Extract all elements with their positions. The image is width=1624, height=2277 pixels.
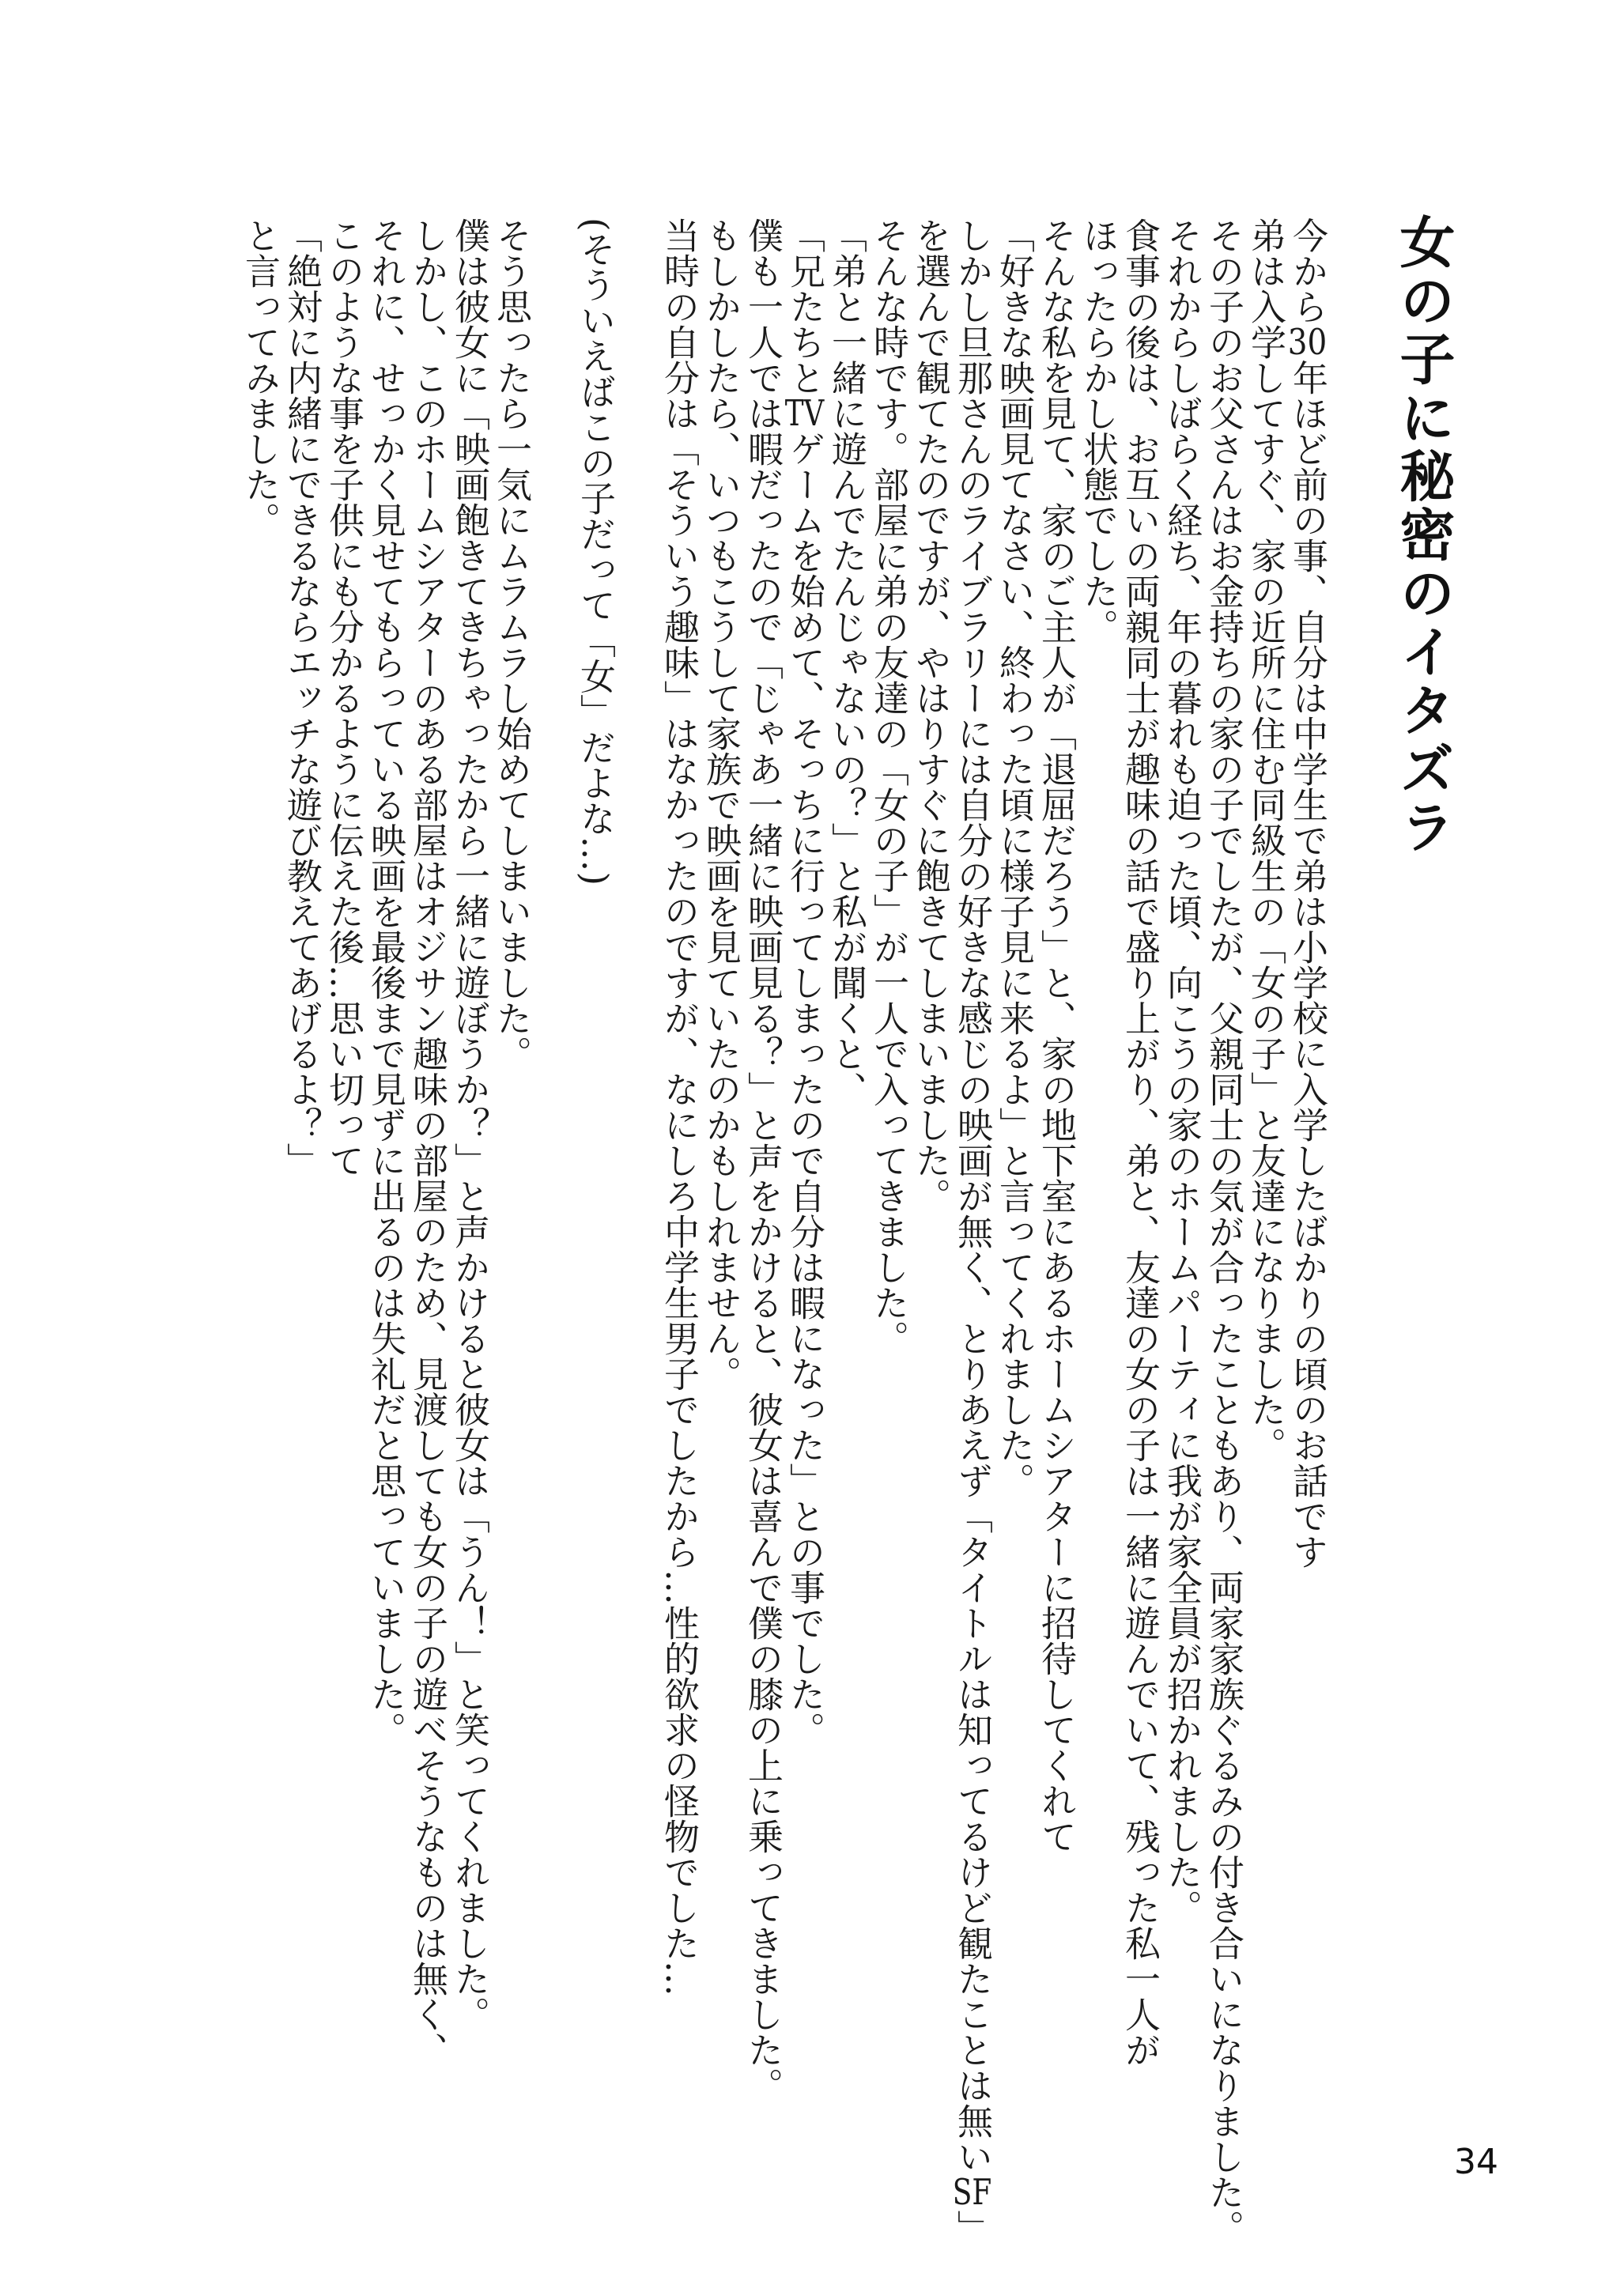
blank-line [532,217,574,2052]
text-line: そんな時です。部屋に弟の友達の「女の子」が一人で入ってきました。 [867,217,909,1356]
page-number: 34 [1454,2142,1498,2182]
text-line: 「兄たちとTVゲームを始めて、そっちに行ってしまったので自分は暇になった」との事でした。 [784,217,825,1747]
text-line: このような事を子供にも分かるように伝えた後…思い切って [323,217,364,1178]
text-line: を選んで観てたのですが、やはりすぐに飽きてしまいました。 [909,217,951,1214]
text-line: しかし旦那さんのライブラリーには自分の好きな感じの映画が無く、とりあえず「タイトルは知ってるけど観たことは無いSF」 [951,217,993,2245]
page-title: 女の子に秘密のイタズラ [1391,213,1456,857]
text-line: 僕は彼女に「映画飽きてきちゃったから一緒に遊ぼうか？」と声かけると彼女は「うん！」と笑ってくれました。 [448,217,490,2032]
text-line: それに、せっかく見せてもらっている映画を最後まで見ずに出るのは失礼だと思っていました。 [364,217,406,1747]
text-line: 「好きな映画見てなさい、終わった頃に様子見に来るよ」と言ってくれました。 [993,217,1035,1498]
text-line: それからしばらく経ち、年の暮れも迫った頃、向こうの家のホームパーティに我が家全員が招かれました。 [1161,217,1203,1925]
text-line: 弟は入学してすぐ、家の近所に住む同級生の「女の子」と友達になりました。 [1244,217,1286,1463]
text-line: そんな私を見て、家のご主人が「退屈だろう」と、家の地下室にあるホームシアターに招待してくれて [1035,217,1077,1854]
text-line: 当時の自分は「そういう趣味」はなかったのですが、なにしろ中学生男子でしたから…性的欲求の怪物でした… [658,217,700,1996]
text-line: 「弟と一緒に遊んでたんじゃないの？」と私が聞くと、 [825,217,867,1107]
text-line: ほったらかし状態でした。 [1077,217,1119,644]
text-line: 「絶対に内緒にできるならエッチな遊び教えてあげるよ？」 [281,217,323,1178]
text-line: もしかしたら、いつもこうして家族で映画を見ていたのかもしれません。 [700,217,742,1392]
text-line: と言ってみました。 [239,217,281,538]
text-line: (そういえばこの子だって「女」だよな…) [574,217,616,886]
body-text [182,217,1328,2245]
text-line: 食事の後は、お互いの両親同士が趣味の話で盛り上がり、弟と、友達の女の子は一緒に遊んでいて、残った私一人が [1119,217,1161,2067]
blank-line [616,217,658,2052]
text-line: 僕も一人では暇だったので「じゃあ一緒に映画見る？」と声をかけると、彼女は喜んで僕の膝の上に乗ってきました。 [742,217,784,2103]
text-line: その子のお父さんはお金持ちの家の子でしたが、父親同士の気が合ったこともあり、両家家族ぐるみの付き合いになりました。 [1203,217,1244,2245]
text-line: 今から30年ほど前の事、自分は中学生で弟は小学校に入学したばかりの頃のお話です [1286,217,1328,1569]
text-line: そう思ったら一気にムラムラし始めてしまいました。 [490,217,532,1071]
text-line: しかし、このホームシアターのある部屋はオジサン趣味の部屋のため、見渡しても女の子の遊べそうなものは無く、 [406,217,448,2067]
